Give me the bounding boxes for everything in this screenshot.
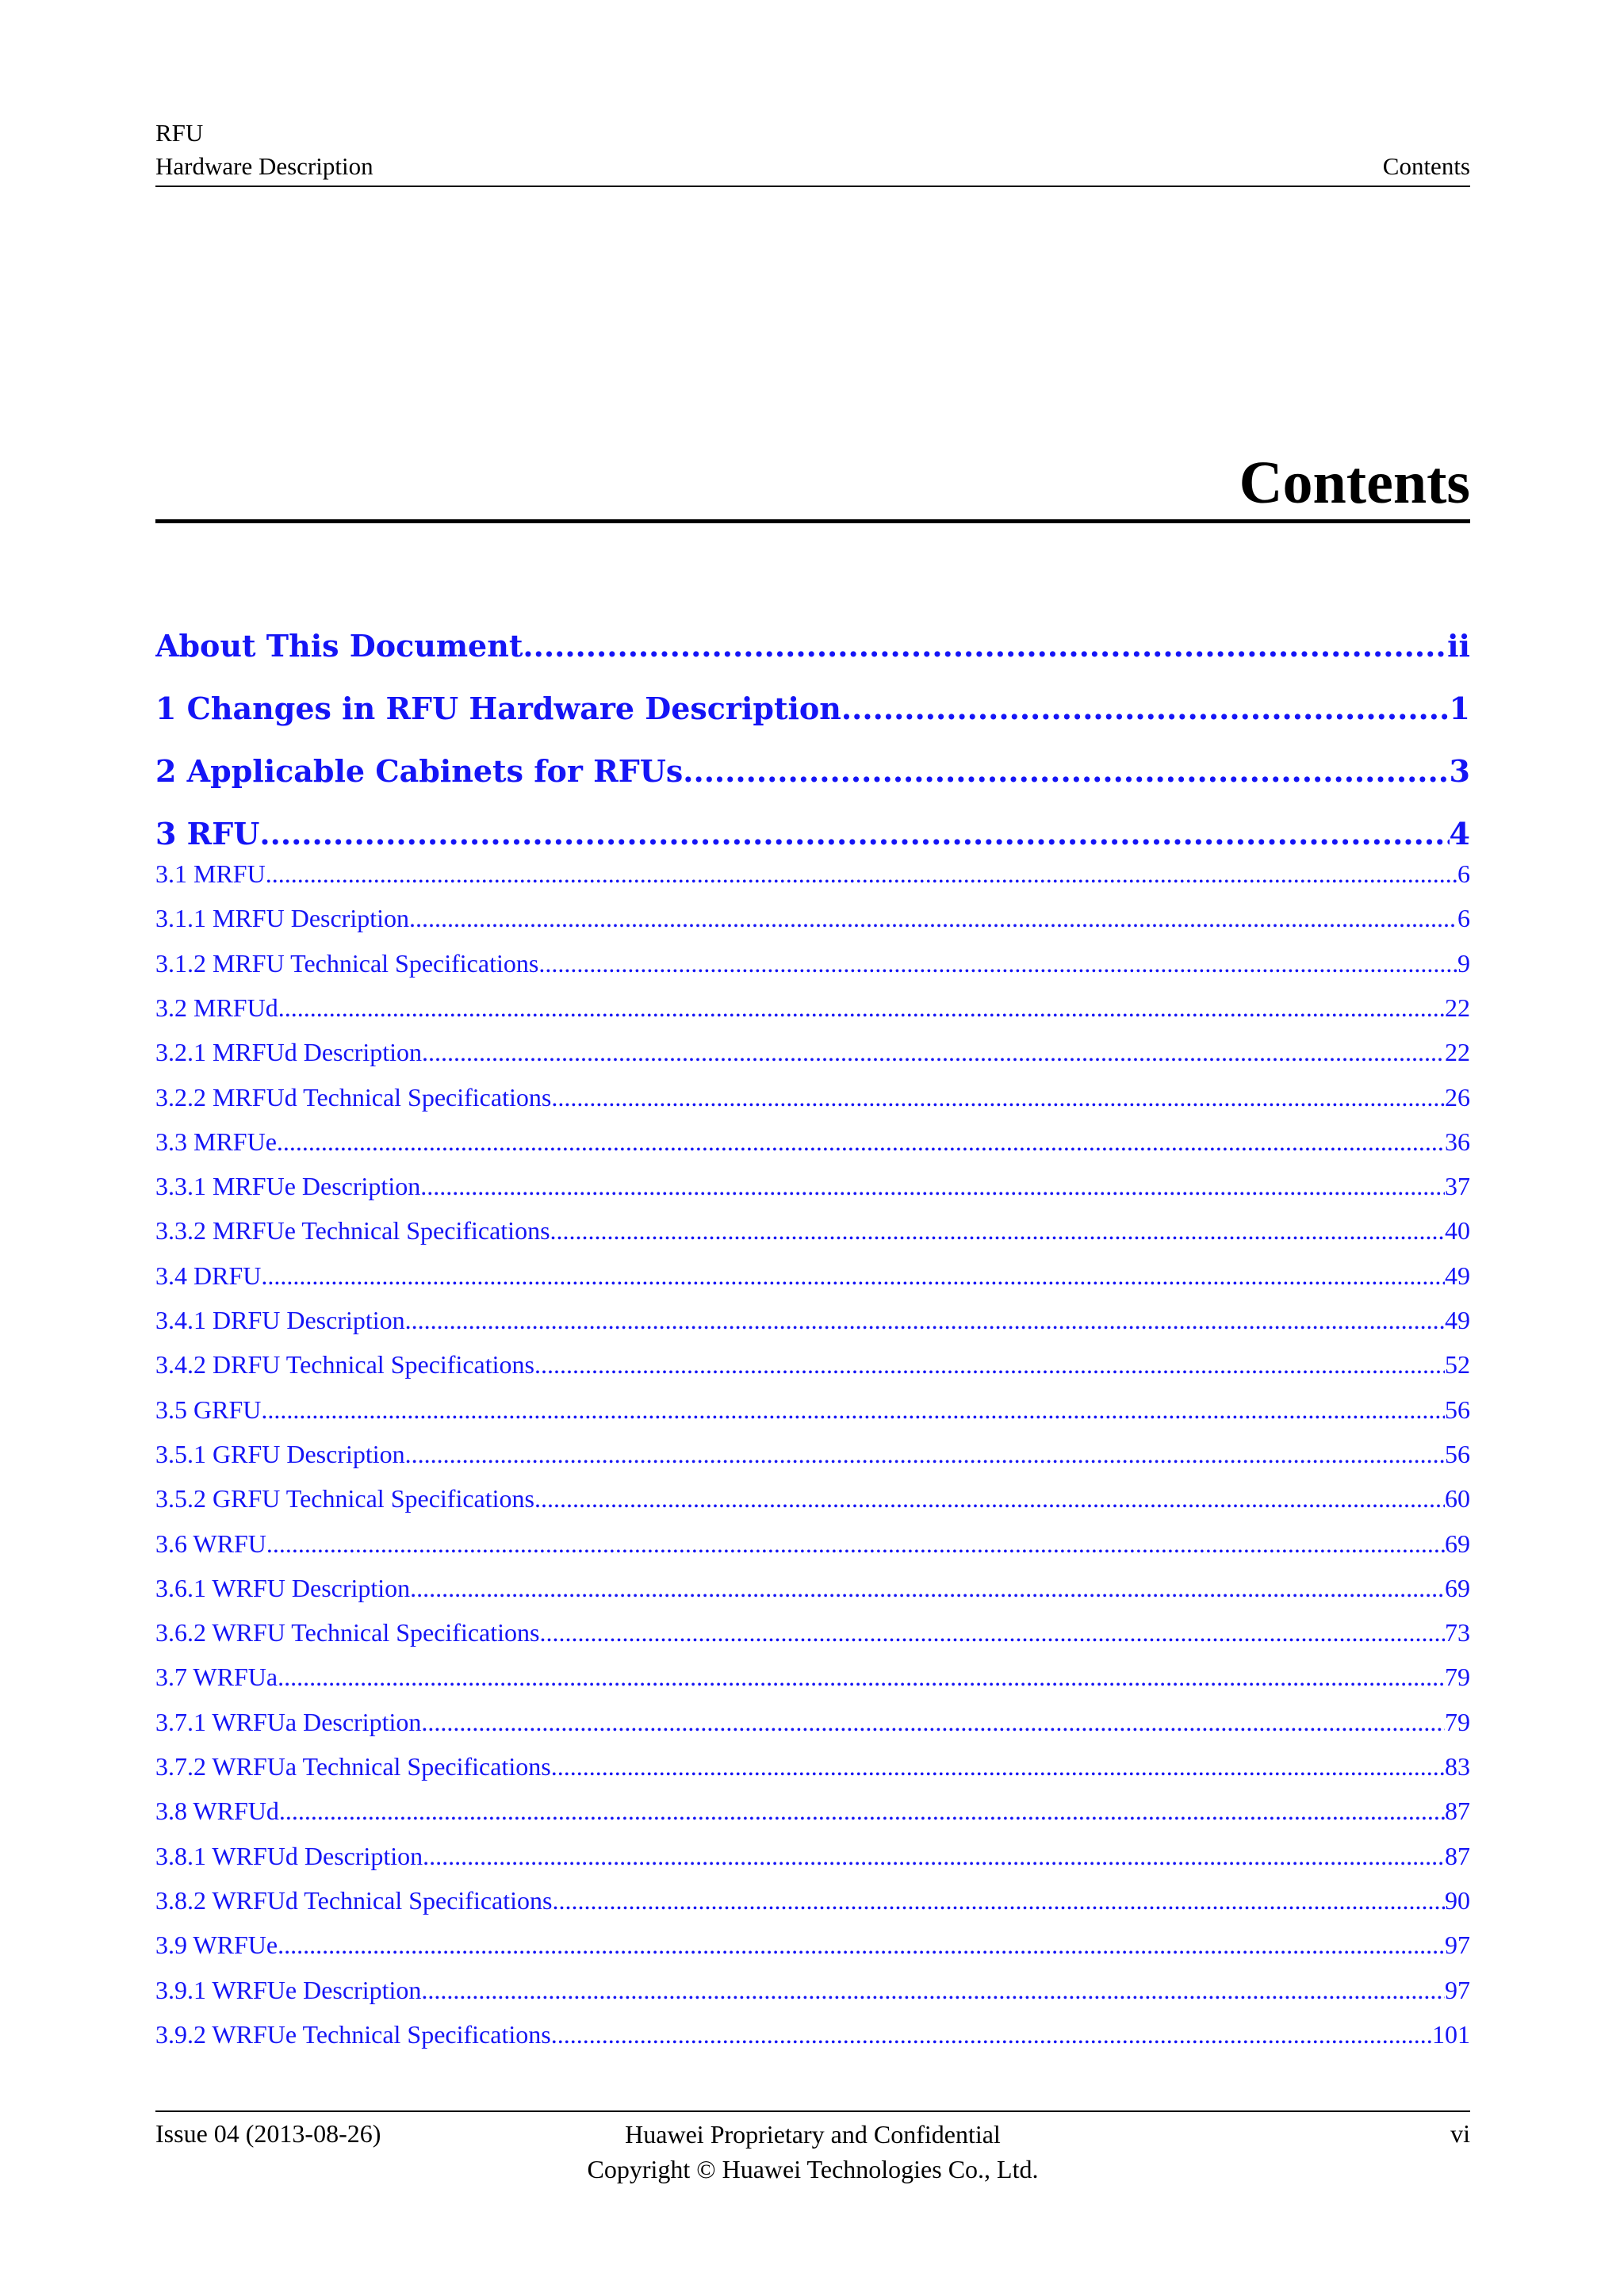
toc-entry[interactable] [155,1215,1470,1246]
toc-entry-page[interactable]: ii [1447,628,1470,664]
toc-entry-page[interactable]: 83 [1445,1752,1470,1781]
toc-entry-label[interactable]: 3.4.1 DRFU Description [155,1306,405,1334]
toc-dot-leader [551,1081,1445,1113]
toc-entry[interactable] [155,1170,1470,1202]
toc-dot-leader [421,1706,1445,1738]
toc-entry-label[interactable]: 3.5.2 GRFU Technical Specifications [155,1484,534,1513]
toc-entry[interactable] [155,814,1470,854]
toc-dot-leader [551,1751,1445,1782]
toc-dot-leader [410,1572,1445,1604]
toc-dot-leader [279,1795,1445,1827]
toc-entry[interactable] [155,1706,1470,1738]
toc-entry-page[interactable]: 49 [1445,1306,1470,1334]
toc-entry-page[interactable]: 37 [1445,1172,1470,1201]
toc-entry[interactable] [155,1795,1470,1827]
toc-entry[interactable] [155,1483,1470,1514]
toc-entry[interactable] [155,1081,1470,1113]
toc-entry-page[interactable]: 26 [1445,1082,1470,1112]
toc-entry[interactable] [155,752,1470,791]
toc-entry[interactable] [155,992,1470,1024]
toc-entry-page[interactable]: 40 [1445,1216,1470,1246]
toc-entry-label[interactable]: 3.2.2 MRFUd Technical Specifications [155,1082,552,1112]
toc-entry-page[interactable]: 56 [1445,1439,1470,1468]
footer-page-number: vi [1450,2119,1470,2148]
header-section: Contents [1382,152,1470,180]
toc-entry-page[interactable]: 22 [1445,1038,1470,1067]
toc-entry-label[interactable]: 3.9 WRFUe [155,1931,278,1960]
header-doc-title: Hardware Description [155,152,373,180]
footer-copyright: Copyright © Huawei Technologies Co., Ltd. [587,2155,1039,2183]
toc-entry[interactable] [155,689,1470,729]
toc-entry-label[interactable]: 3.4 DRFU [155,1261,262,1290]
toc-entry-label[interactable]: 3.2.1 MRFUd Description [155,1038,422,1067]
toc-entry-page[interactable]: 9 [1457,948,1470,978]
toc-entry[interactable] [155,626,1470,666]
toc-dot-leader [261,1394,1445,1425]
toc-entry[interactable] [155,1349,1470,1380]
toc-entry-page[interactable]: 6 [1457,904,1470,933]
toc-entry-label[interactable]: 3.9.2 WRFUe Technical Specifications [155,2019,551,2049]
toc-dot-leader [266,858,1457,890]
toc-dot-leader [420,1170,1445,1202]
page-header [155,117,1470,187]
toc-entry-page[interactable]: 69 [1445,1573,1470,1602]
toc-entry-label[interactable]: 3.7 WRFUa [155,1663,278,1692]
toc-dot-leader [534,1349,1445,1380]
toc-dot-leader [277,1126,1445,1158]
toc-entry-page[interactable]: 1 [1449,691,1470,726]
contents-title-block [155,440,1470,523]
toc-entry-label[interactable]: 3.7.1 WRFUa Description [155,1707,422,1736]
toc-entry-label[interactable]: 1 Changes in RFU Hardware Description [155,691,841,726]
toc-entry[interactable] [155,1572,1470,1604]
toc-entry-page[interactable]: 49 [1445,1261,1470,1290]
toc-dot-leader [523,626,1447,666]
toc-entry-label[interactable]: 3.3.1 MRFUe Description [155,1172,421,1201]
toc-entry-page[interactable]: 4 [1449,816,1470,851]
toc-entry-label[interactable]: 3.1.2 MRFU Technical Specifications [155,948,539,978]
toc-entry-label[interactable]: 3.5.1 GRFU Description [155,1439,405,1468]
toc-entry-page[interactable]: 87 [1445,1797,1470,1826]
toc-entry-label[interactable]: 3.6.2 WRFU Technical Specifications [155,1618,540,1647]
toc-entry-label[interactable]: 3.8.2 WRFUd Technical Specifications [155,1885,553,1915]
toc-entry-page[interactable]: 69 [1445,1529,1470,1558]
toc-dot-leader [409,902,1457,934]
toc-dot-leader [841,689,1450,729]
footer-center [155,2117,1470,2187]
toc-entry-label[interactable]: 3.3.2 MRFUe Technical Specifications [155,1216,550,1246]
toc-entry-page[interactable]: 36 [1445,1127,1470,1156]
toc-entry[interactable] [155,1394,1470,1425]
toc-entry-label[interactable]: 3.8.1 WRFUd Description [155,1841,423,1870]
toc-entry-page[interactable]: 79 [1445,1707,1470,1736]
toc-entry-page[interactable]: 60 [1445,1484,1470,1513]
toc-entry-label[interactable]: 3.8 WRFUd [155,1797,279,1826]
toc-dot-leader [534,1483,1445,1514]
toc-entry[interactable] [155,1260,1470,1292]
toc-dot-leader [551,2019,1432,2050]
page-footer [155,2110,1470,2183]
toc-entry-label[interactable]: 3.6.1 WRFU Description [155,1573,411,1602]
toc-entry-page[interactable]: 52 [1445,1350,1470,1380]
toc-entry-label[interactable]: 3.4.2 DRFU Technical Specifications [155,1350,534,1380]
toc-entry-label[interactable]: 3.1.1 MRFU Description [155,904,409,933]
toc-entry-label[interactable]: 3.3 MRFUe [155,1127,277,1156]
toc-entry-page[interactable]: 56 [1445,1395,1470,1424]
toc-dot-leader [552,1885,1445,1916]
toc-entry-page[interactable]: 6 [1457,859,1470,888]
toc-entry-page[interactable]: 97 [1445,1931,1470,1960]
toc-entry[interactable] [155,858,1470,890]
toc-dot-leader [266,1528,1445,1559]
toc-entry-label[interactable]: 3.9.1 WRFUe Description [155,1975,422,2004]
toc-entry[interactable] [155,1126,1470,1158]
toc-entry[interactable] [155,2019,1470,2050]
header-product: RFU [155,119,204,147]
toc-entry-page[interactable]: 97 [1445,1975,1470,2004]
toc-dot-leader [405,1304,1445,1336]
toc-dot-leader [538,947,1457,979]
toc-dot-leader [539,1617,1445,1648]
toc-dot-leader [259,814,1449,854]
toc-entry-page[interactable]: 90 [1445,1885,1470,1915]
toc-entry[interactable] [155,1036,1470,1068]
toc-entry[interactable] [155,1528,1470,1559]
toc-dot-leader [683,752,1449,791]
toc-entry[interactable] [155,1304,1470,1336]
toc-dot-leader [423,1840,1445,1872]
toc-entry-page[interactable]: 73 [1445,1618,1470,1647]
toc-entry-label[interactable]: 2 Applicable Cabinets for RFUs [155,753,684,789]
toc-entry-page[interactable]: 79 [1445,1663,1470,1692]
page-title: Contents [1239,450,1470,516]
toc-entry[interactable] [155,1929,1470,1961]
toc-entry[interactable] [155,1661,1470,1693]
toc-entry-page[interactable]: 87 [1445,1841,1470,1870]
toc-entry[interactable] [155,1438,1470,1470]
toc-entry-label[interactable]: 3.1 MRFU [155,859,266,888]
toc-entry[interactable] [155,1617,1470,1648]
toc-entry-label[interactable]: 3.5 GRFU [155,1395,262,1424]
toc-dot-leader [278,992,1445,1024]
toc-dot-leader [278,1929,1445,1961]
toc-entry[interactable] [155,947,1470,979]
toc-entry-label[interactable]: 3.7.2 WRFUa Technical Specifications [155,1752,551,1781]
toc-dot-leader [405,1438,1445,1470]
toc-entry-label[interactable]: 3.2 MRFUd [155,993,278,1022]
toc-entry-page[interactable]: 101 [1432,2019,1470,2049]
toc-entry[interactable] [155,1885,1470,1916]
toc-dot-leader [421,1974,1445,2006]
toc-entry-page[interactable]: 3 [1449,753,1470,789]
toc-dot-leader [261,1260,1445,1292]
toc-entry-page[interactable]: 22 [1445,993,1470,1022]
toc-entry[interactable] [155,1751,1470,1782]
toc-dot-leader [550,1215,1445,1246]
toc-entry-label[interactable]: 3.6 WRFU [155,1529,266,1558]
toc-dot-leader [422,1036,1445,1068]
footer-confidential: Huawei Proprietary and Confidential [625,2120,1001,2149]
toc-entry-label[interactable]: About This Document [155,628,523,664]
toc-entry[interactable] [155,1974,1470,2006]
toc-entry-label[interactable]: 3 RFU [155,816,260,851]
toc-entry[interactable] [155,1840,1470,1872]
footer-issue: Issue 04 (2013-08-26) [155,2119,381,2148]
toc-entry[interactable] [155,902,1470,934]
toc-dot-leader [278,1661,1445,1693]
